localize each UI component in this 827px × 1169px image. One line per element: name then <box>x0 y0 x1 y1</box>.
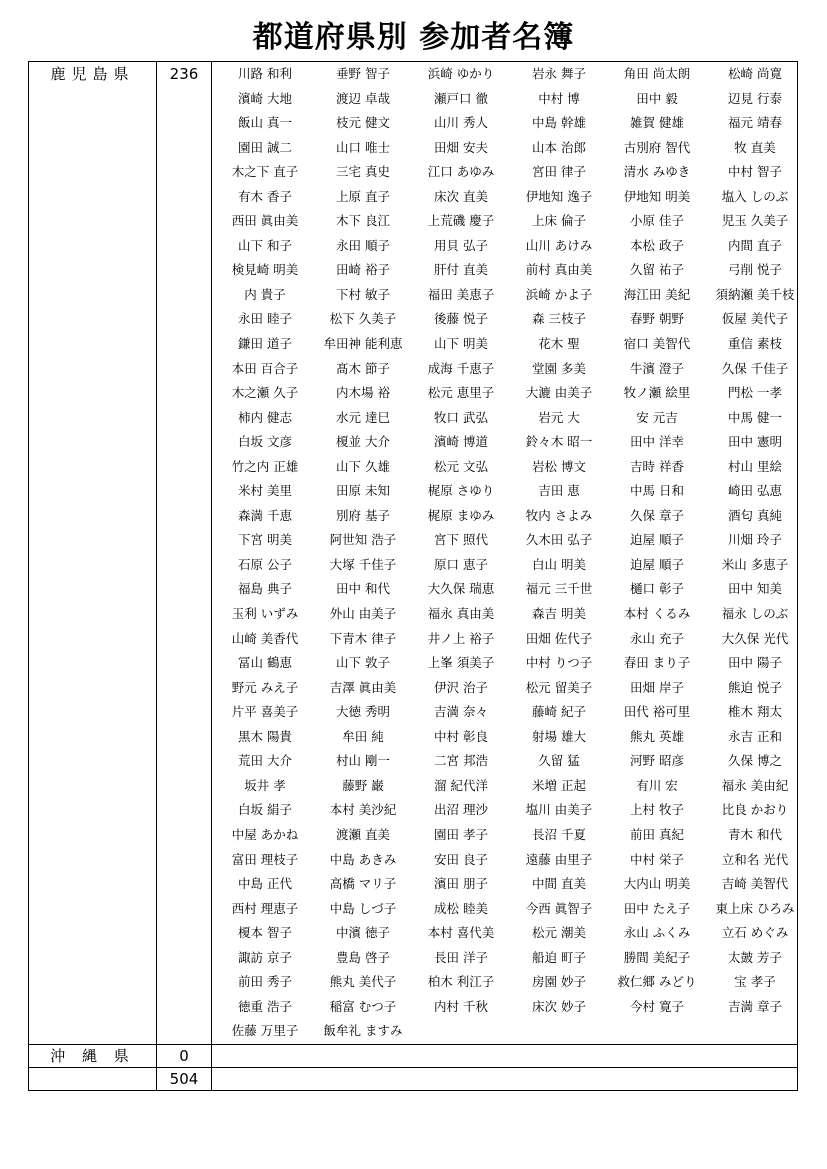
empty-cell <box>212 1067 798 1090</box>
participant-name: 本村 くるみ <box>623 606 691 622</box>
participant-name: 豊島 啓子 <box>336 949 390 965</box>
participant-name: 塩入 しのぶ <box>721 188 789 204</box>
participant-name: 河野 昭彦 <box>630 753 684 769</box>
participant-name: 岩元 大 <box>538 409 580 425</box>
participant-name: 牧 直美 <box>734 139 776 155</box>
participant-name: 永田 睦子 <box>238 311 292 327</box>
participant-name: 仮屋 美代子 <box>721 311 789 327</box>
participant-name: 永田 順子 <box>336 237 390 253</box>
participant-name: 富田 理枝子 <box>231 851 299 867</box>
participant-name: 清水 みゆき <box>623 164 691 180</box>
participant-name: 田中 陽子 <box>728 655 782 671</box>
participant-name: 重信 素枝 <box>728 336 782 352</box>
participant-name: 本田 百合子 <box>231 360 299 376</box>
participant-name: 榎本 智子 <box>238 925 292 941</box>
names-grid <box>212 62 797 1044</box>
participant-name: 須納瀬 美千枝 <box>715 286 795 302</box>
participant-name: 崎田 弘恵 <box>728 483 782 499</box>
participant-name: 中馬 日和 <box>630 483 684 499</box>
participant-name: 安田 良子 <box>434 851 488 867</box>
participant-name: 内木場 裕 <box>336 385 390 401</box>
participant-name: 三宅 真史 <box>336 164 390 180</box>
participant-name: 下村 敏子 <box>336 286 390 302</box>
participant-name: 有木 香子 <box>238 188 292 204</box>
participant-name: 酒匂 真純 <box>728 507 782 523</box>
total-label-cell <box>29 1067 157 1090</box>
participant-name: 森吉 明美 <box>532 606 586 622</box>
participant-name: 白山 明美 <box>532 556 586 572</box>
participant-name: 白坂 文彦 <box>238 434 292 450</box>
participant-name: 船迫 町子 <box>532 949 586 965</box>
participant-name: 別府 基子 <box>336 507 390 523</box>
participant-name: 濱崎 大地 <box>238 90 292 106</box>
participant-name: 井ノ上 裕子 <box>427 630 495 646</box>
participant-name: 用貝 弘子 <box>434 237 488 253</box>
prefecture-cell: 沖 縄 県 <box>29 1044 157 1067</box>
participant-name: 田原 未知 <box>336 483 390 499</box>
participant-name: 髙木 節子 <box>336 360 390 376</box>
participant-name: 荒田 大介 <box>238 753 292 769</box>
participant-name: 米村 美里 <box>238 483 292 499</box>
participant-name: 園田 孝子 <box>434 826 488 842</box>
participant-name: 二宮 邦浩 <box>434 753 488 769</box>
participant-name: 前村 真由美 <box>525 262 593 278</box>
participant-name: 山崎 美香代 <box>231 630 299 646</box>
participant-name: 浜崎 かよ子 <box>525 286 593 302</box>
participant-name: 高橋 マリ子 <box>329 876 397 892</box>
total-row <box>29 1067 798 1090</box>
participant-name: 遠藤 由里子 <box>525 851 593 867</box>
participant-name: 春野 朝野 <box>630 311 684 327</box>
participant-name: 山下 久雄 <box>336 458 390 474</box>
participant-name: 迫屋 順子 <box>630 556 684 572</box>
participant-name: 大徳 秀明 <box>336 704 390 720</box>
participant-name: 安 元吉 <box>636 409 678 425</box>
participant-name: 中濱 徳子 <box>336 925 390 941</box>
participant-name: 田中 洋幸 <box>630 434 684 450</box>
participant-name: 徳重 浩子 <box>238 998 292 1014</box>
participant-name: 坂井 孝 <box>244 777 286 793</box>
participant-name: 西村 理恵子 <box>231 900 299 916</box>
participant-name: 宿口 美智代 <box>623 336 691 352</box>
participant-name: 藤野 巌 <box>342 777 384 793</box>
participant-name: 内 貴子 <box>244 286 286 302</box>
participant-name: 中屋 あかね <box>231 826 299 842</box>
participant-name: 樋口 彰子 <box>630 581 684 597</box>
participant-name: 田畑 岸子 <box>630 679 684 695</box>
participant-name: 濱田 朋子 <box>434 876 488 892</box>
participant-name: 江口 あゆみ <box>427 164 495 180</box>
participant-name: 玉利 いずみ <box>231 606 299 622</box>
participant-name: 古別府 智代 <box>623 139 691 155</box>
participant-name: 諏訪 京子 <box>238 949 292 965</box>
participant-name: 木下 良江 <box>336 213 390 229</box>
participant-name: 本村 美沙紀 <box>329 802 397 818</box>
participant-name: 松元 留美子 <box>525 679 593 695</box>
participant-name: 野元 みえ子 <box>231 679 299 695</box>
participant-name: 山本 治郎 <box>532 139 586 155</box>
participant-name: 米増 正起 <box>532 777 586 793</box>
participant-name: 比良 かおり <box>721 802 789 818</box>
participant-name: 宝 孝子 <box>734 974 776 990</box>
participant-name: 久保 章子 <box>630 507 684 523</box>
participant-name: 中間 直美 <box>532 876 586 892</box>
participant-name: 前田 真紀 <box>630 826 684 842</box>
participant-name: 内間 直子 <box>728 237 782 253</box>
participant-name: 宮下 照代 <box>434 532 488 548</box>
participant-name: 中島 あきみ <box>329 851 397 867</box>
participant-name: 原口 恵子 <box>434 556 488 572</box>
participant-name: 水元 達巳 <box>336 409 390 425</box>
participant-name: 牟田 純 <box>342 728 384 744</box>
participant-name: 福田 美恵子 <box>427 286 495 302</box>
participant-name: 長沼 千夏 <box>532 826 586 842</box>
participant-name: 上村 牧子 <box>630 802 684 818</box>
participant-name: 勝間 美紀子 <box>623 949 691 965</box>
participant-name: 田畑 佐代子 <box>525 630 593 646</box>
participant-name: 牟田神 能利恵 <box>323 336 403 352</box>
participant-name: 立和名 光代 <box>721 851 789 867</box>
participant-name: 鎌田 道子 <box>238 336 292 352</box>
participant-name: 房園 妙子 <box>532 974 586 990</box>
participant-name: 前田 秀子 <box>238 974 292 990</box>
participant-name: 中村 博 <box>538 90 580 106</box>
participant-name: 渡辺 卓哉 <box>336 90 390 106</box>
participant-name: 宮田 律子 <box>532 164 586 180</box>
participant-name: 吉満 章子 <box>728 998 782 1014</box>
participant-name: 上荒磯 慶子 <box>427 213 495 229</box>
table-row <box>29 62 798 1045</box>
table-row <box>29 1044 798 1067</box>
participant-name: 後藤 悦子 <box>434 311 488 327</box>
participant-name: 山口 唯士 <box>336 139 390 155</box>
participant-name: 藤崎 紀子 <box>532 704 586 720</box>
participant-name: 梶原 さゆり <box>427 483 495 499</box>
participant-name: 出沼 理沙 <box>434 802 488 818</box>
participant-table <box>28 61 798 1091</box>
count-cell: 236 <box>157 62 212 1045</box>
participant-name: 迫屋 順子 <box>630 532 684 548</box>
participant-name: 枝元 健文 <box>336 115 390 131</box>
participant-name: 田中 知美 <box>728 581 782 597</box>
participant-name: 今村 寛子 <box>630 998 684 1014</box>
participant-name: 冨山 鶴恵 <box>238 655 292 671</box>
participant-name: 春田 まり子 <box>623 655 691 671</box>
participant-name: 外山 由美子 <box>329 606 397 622</box>
participant-name: 久保 千佳子 <box>721 360 789 376</box>
participant-name: 濱崎 博道 <box>434 434 488 450</box>
participant-name: 中島 正代 <box>238 876 292 892</box>
participant-name: 小原 佳子 <box>630 213 684 229</box>
participant-name: 榎並 大介 <box>336 434 390 450</box>
participant-name: 竹之内 正雄 <box>231 458 299 474</box>
participant-name: 検見崎 明美 <box>231 262 299 278</box>
participant-name: 田中 憲明 <box>728 434 782 450</box>
participant-name: 川路 和利 <box>238 66 292 81</box>
participant-name: 大久保 瑞恵 <box>427 581 495 597</box>
participant-name: 牧口 武弘 <box>434 409 488 425</box>
prefecture-cell: 鹿児島県 <box>29 62 157 1045</box>
participant-name: 吉時 祥香 <box>630 458 684 474</box>
participant-name: 垂野 智子 <box>336 66 390 81</box>
participant-name: 内村 千秋 <box>434 998 488 1014</box>
participant-name: 福永 しのぶ <box>721 606 789 622</box>
participant-name: 吉田 恵 <box>538 483 580 499</box>
participant-name: 久木田 弘子 <box>525 532 593 548</box>
participant-name: 福島 典子 <box>238 581 292 597</box>
participant-name: 山下 敦子 <box>336 655 390 671</box>
participant-name: 田中 たえ子 <box>623 900 691 916</box>
participant-name: 吉満 奈々 <box>434 704 488 720</box>
participant-name: 弓削 悦子 <box>728 262 782 278</box>
count-cell: 0 <box>157 1044 212 1067</box>
participant-name: 床次 直美 <box>434 188 488 204</box>
names-cell <box>212 62 798 1045</box>
participant-name: 岩永 舞子 <box>532 66 586 81</box>
participant-name: 片平 喜美子 <box>231 704 299 720</box>
participant-name: 中村 りつ子 <box>525 655 593 671</box>
participant-name: 中村 彰良 <box>434 728 488 744</box>
participant-name: 上峯 須美子 <box>427 655 495 671</box>
participant-name: 成海 千恵子 <box>427 360 495 376</box>
participant-name: 東上床 ひろみ <box>715 900 795 916</box>
participant-name: 田崎 裕子 <box>336 262 390 278</box>
participant-name: 堂園 多美 <box>532 360 586 376</box>
participant-name: 米山 多恵子 <box>721 556 789 572</box>
participant-name: 石原 公子 <box>238 556 292 572</box>
participant-name: 中村 栄子 <box>630 851 684 867</box>
participant-name: 溜 紀代洋 <box>434 777 488 793</box>
participant-name: 山下 明美 <box>434 336 488 352</box>
participant-name: 伊地知 逸子 <box>525 188 593 204</box>
participant-name: 吉澤 眞由美 <box>329 679 397 695</box>
participant-name: 稲富 むつ子 <box>329 998 397 1014</box>
participant-name: 児玉 久美子 <box>721 213 789 229</box>
participant-name: 海江田 美紀 <box>623 286 691 302</box>
participant-name: 阿世知 浩子 <box>329 532 397 548</box>
participant-name: 松下 久美子 <box>329 311 397 327</box>
participant-name: 熊丸 美代子 <box>329 974 397 990</box>
participant-name: 大内山 明美 <box>623 876 691 892</box>
participant-name: 森満 千恵 <box>238 507 292 523</box>
participant-name: 角田 尚太朗 <box>623 66 691 81</box>
participant-name: 永山 充子 <box>630 630 684 646</box>
participant-name: 浜崎 ゆかり <box>427 66 495 81</box>
participant-name: 大久保 光代 <box>721 630 789 646</box>
participant-name: 福永 美由紀 <box>721 777 789 793</box>
participant-name: 下宮 明美 <box>238 532 292 548</box>
participant-name: 福元 靖春 <box>728 115 782 131</box>
participant-name: 村山 剛一 <box>336 753 390 769</box>
participant-name: 吉崎 美智代 <box>721 876 789 892</box>
participant-name: 床次 妙子 <box>532 998 586 1014</box>
participant-name: 白坂 絹子 <box>238 802 292 818</box>
participant-name: 木之下 直子 <box>231 164 299 180</box>
page-title: 都道府県別 参加者名簿 <box>252 20 575 55</box>
participant-name: 本村 喜代美 <box>427 925 495 941</box>
participant-name: 牧ノ瀬 絵里 <box>623 385 691 401</box>
participant-name: 太皷 芳子 <box>728 949 782 965</box>
participant-name: 福元 三千世 <box>525 581 593 597</box>
participant-name: 牧内 さよみ <box>525 507 593 523</box>
names-cell <box>212 1044 798 1067</box>
participant-name: 山下 和子 <box>238 237 292 253</box>
participant-name: 熊迫 悦子 <box>728 679 782 695</box>
participant-name: 山川 秀人 <box>434 115 488 131</box>
participant-name: 本松 政子 <box>630 237 684 253</box>
participant-name: 久留 祐子 <box>630 262 684 278</box>
participant-name: 松元 恵里子 <box>427 385 495 401</box>
participant-name: 大漉 由美子 <box>525 385 593 401</box>
participant-name: 上床 倫子 <box>532 213 586 229</box>
participant-name: 中島 しづ子 <box>329 900 397 916</box>
participant-name: 柏木 利江子 <box>427 974 495 990</box>
participant-name: 射場 雄大 <box>532 728 586 744</box>
participant-name: 瀬戸口 徹 <box>434 90 488 106</box>
participant-name: 山川 あけみ <box>525 237 593 253</box>
participant-name: 花木 聖 <box>538 336 580 352</box>
participant-name: 牛濱 澄子 <box>630 360 684 376</box>
participant-name: 柿内 健志 <box>238 409 292 425</box>
participant-name: 松崎 尚寛 <box>728 66 782 81</box>
participant-name: 松元 文弘 <box>434 458 488 474</box>
participant-name: 川畑 玲子 <box>728 532 782 548</box>
participant-name: 森 三枝子 <box>532 311 586 327</box>
participant-name: 田中 和代 <box>336 581 390 597</box>
participant-name: 救仁郷 みどり <box>617 974 697 990</box>
participant-name: 鈴々木 昭一 <box>525 434 593 450</box>
participant-name: 肝付 直美 <box>434 262 488 278</box>
participant-name: 中島 幹雄 <box>532 115 586 131</box>
participant-name: 中村 智子 <box>728 164 782 180</box>
participant-name: 飯山 真一 <box>238 115 292 131</box>
participant-name: 今西 眞智子 <box>525 900 593 916</box>
participant-name: 熊丸 英雄 <box>630 728 684 744</box>
participant-name: 村山 里絵 <box>728 458 782 474</box>
total-count-cell: 504 <box>157 1067 212 1090</box>
participant-name: 長田 洋子 <box>434 949 488 965</box>
participant-name: 久留 猛 <box>538 753 580 769</box>
participant-name: 西田 眞由美 <box>231 213 299 229</box>
participant-name: 木之瀬 久子 <box>231 385 299 401</box>
participant-name: 椎木 翔太 <box>728 704 782 720</box>
participant-name: 佐藤 万里子 <box>231 1023 299 1039</box>
participant-name: 田中 毅 <box>636 90 678 106</box>
participant-name: 有川 宏 <box>636 777 678 793</box>
participant-name: 辺見 行泰 <box>728 90 782 106</box>
participant-name: 渡瀬 直美 <box>336 826 390 842</box>
participant-name: 永山 ふくみ <box>623 925 691 941</box>
participant-name: 梶原 まゆみ <box>427 507 495 523</box>
participant-name: 飯牟礼 ますみ <box>323 1023 403 1039</box>
participant-name: 松元 潮美 <box>532 925 586 941</box>
participant-name: 成松 睦美 <box>434 900 488 916</box>
participant-name: 園田 誠二 <box>238 139 292 155</box>
participant-name: 岩松 博文 <box>532 458 586 474</box>
participant-name: 中馬 健一 <box>728 409 782 425</box>
participant-name: 伊沢 治子 <box>434 679 488 695</box>
participant-name: 門松 一孝 <box>728 385 782 401</box>
participant-name: 大塚 千佳子 <box>329 556 397 572</box>
participant-name: 雑賀 健雄 <box>630 115 684 131</box>
participant-name: 下青木 律子 <box>329 630 397 646</box>
participant-name: 塩川 由美子 <box>525 802 593 818</box>
participant-name: 田畑 安夫 <box>434 139 488 155</box>
participant-name: 福永 真由美 <box>427 606 495 622</box>
participant-name: 久保 博之 <box>728 753 782 769</box>
participant-name: 立石 めぐみ <box>721 925 789 941</box>
participant-name: 田代 裕可里 <box>623 704 691 720</box>
participant-name: 上原 直子 <box>336 188 390 204</box>
participant-name: 伊地知 明美 <box>623 188 691 204</box>
participant-name: 青木 和代 <box>728 826 782 842</box>
participant-name: 永吉 正和 <box>728 728 782 744</box>
participant-name: 黒木 陽貴 <box>238 728 292 744</box>
